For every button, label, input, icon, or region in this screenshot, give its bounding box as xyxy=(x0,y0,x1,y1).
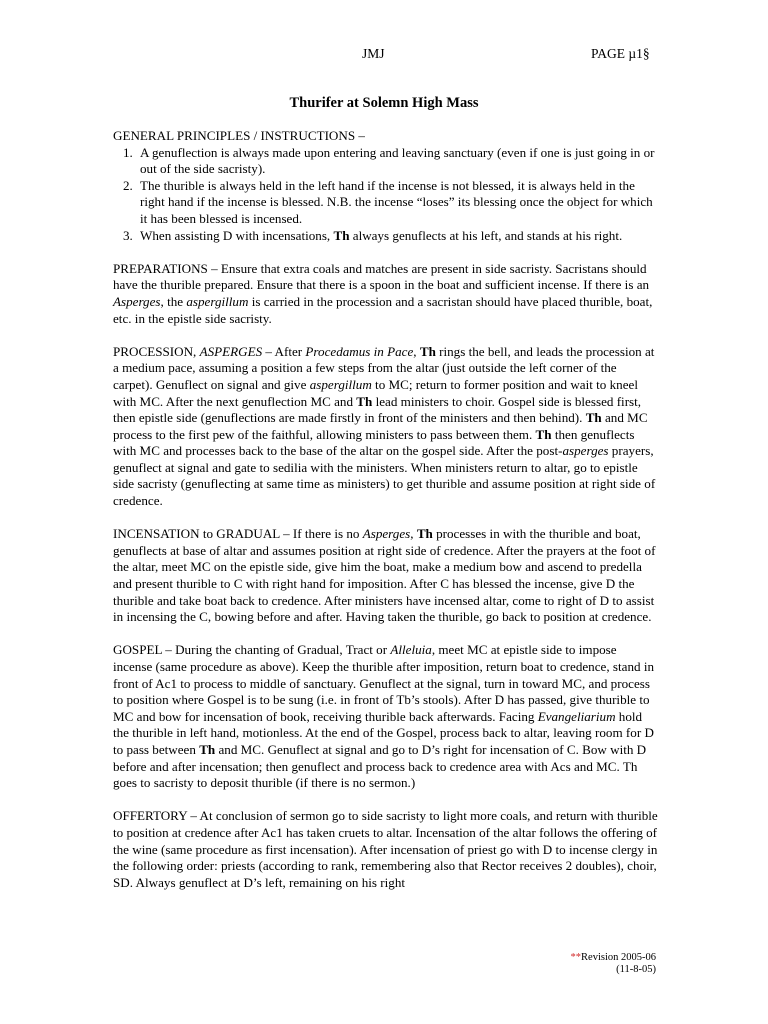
general-principles-list xyxy=(113,145,658,245)
section-gospel: GOSPEL – During the chanting of Gradual, Tract or Alleluia, meet MC at epistle side to impose incense (same procedure as above). Keep the thurible after imposition, return boat to credence, stand in front of Ac1 to process to middle of sanctuary. Genuflect at the signal, turn in toward MC, and process to position where Gospel is to be sung (i.e. in front of Tb’s stools). After D has passed, give thurible to MC and bow for incensation of book, receiving thurible back afterwards. Facing Evangeliarium hold the thurible in left hand, motionless. At the end of the Gospel, process back to altar, leaving room for D to pass between Th and MC. Genuflect at signal and go to D’s right for incensation of C. Bow with D before and after incensation; then genuflect and process back to credence area with Acs and MC. Th goes to sacristy to deposit thurible (if there is no sermon.) xyxy=(113,642,654,791)
section-incensation-to-gradual: INCENSATION to GRADUAL – If there is no Asperges, Th processes in with the thurible and boat, genuflects at base of altar and assumes position at right side of credence. After the prayers at the foot of the altar, meet MC on the epistle side, give him the boat, make a medium bow and ascend to predella and present thurible to C with right hand for imposition. After C has blessed the incense, give D the thurible and take boat back to credence. After ministers have incensed altar, come to right of D to assist in incensing the C, bowing before and after. Having taken the thurible, go back to position at credence. xyxy=(113,526,656,625)
revision-label: Revision 2005-06 xyxy=(581,952,656,963)
list-item xyxy=(113,145,658,178)
revision-footer xyxy=(520,952,656,976)
header-jmj: JMJ xyxy=(362,46,385,61)
document-title: Thurifer at Solemn High Mass xyxy=(289,95,479,111)
document-body xyxy=(113,128,658,908)
general-principles-heading: GENERAL PRINCIPLES / INSTRUCTIONS – xyxy=(113,128,365,143)
list-item xyxy=(113,178,658,228)
list-item-text: A genuflection is always made upon entering and leaving sanctuary (even if one is just going in or out of the side sacristy). xyxy=(140,144,655,177)
section-offertory: OFFERTORY – At conclusion of sermon go to side sacristy to light more coals, and return with thurible to position at credence after Ac1 has taken cruets to altar. Incensation of the altar follows the offering of the wine (same procedure as first incensation). After incensation of priest go with D to incense clergy in the following order: priests (according to rank, remembering also that Rector receives 2 doubles), choir, SD. Always genuflect at D’s left, remaining on his right xyxy=(113,808,658,890)
list-number: 2. xyxy=(123,177,133,193)
list-number: 3. xyxy=(123,227,133,243)
revision-stars: ** xyxy=(570,952,582,963)
list-item-text: When assisting D with incensations, Th always genuflects at his left, and stands at his right. xyxy=(140,227,623,243)
header-page-number: PAGE µ1§ xyxy=(591,46,650,61)
list-item xyxy=(113,228,658,245)
list-item-text: The thurible is always held in the left hand if the incense is not blessed, it is always held in the right hand if the incense is blessed. N.B. the incense “loses” its blessing once the object for which it has been blessed is incensed. xyxy=(140,177,653,226)
section-preparations: PREPARATIONS – Ensure that extra coals and matches are present in side sacristy. Sacristans should have the thurible prepared. Ensure that there is a spoon in the boat and sufficient incense. If there is an Asperges, the aspergillum is carried in the procession and a sacristan should have placed thurible, boat, etc. in the epistle side sacristy. xyxy=(113,260,653,326)
revision-date: (11-8-05) xyxy=(616,964,656,975)
section-procession: PROCESSION, ASPERGES – After Procedamus in Pace, Th rings the bell, and leads the procession at a medium pace, assuming a position a few steps from the altar (just outside the left corner of the carpet). Genuflect on signal and give aspergillum to MC; return to former position and wait to kneel with MC. After the next genuflection MC and Th lead ministers to choir. Gospel side is blessed first, then epistle side (genuflections are made firstly in front of the ministers and then behind). Th and MC process to the first pew of the faithful, allowing ministers to pass between them. Th then genuflects with MC and processes back to the base of the altar on the gospel side. After the post-asperges prayers, genuflect at signal and gate to sedilia with the ministers. When ministers return to altar, go to epistle side sacristy (genuflecting at same time as ministers) to get thurible and assume position at right side of credence. xyxy=(113,343,656,509)
list-number: 1. xyxy=(123,144,133,160)
